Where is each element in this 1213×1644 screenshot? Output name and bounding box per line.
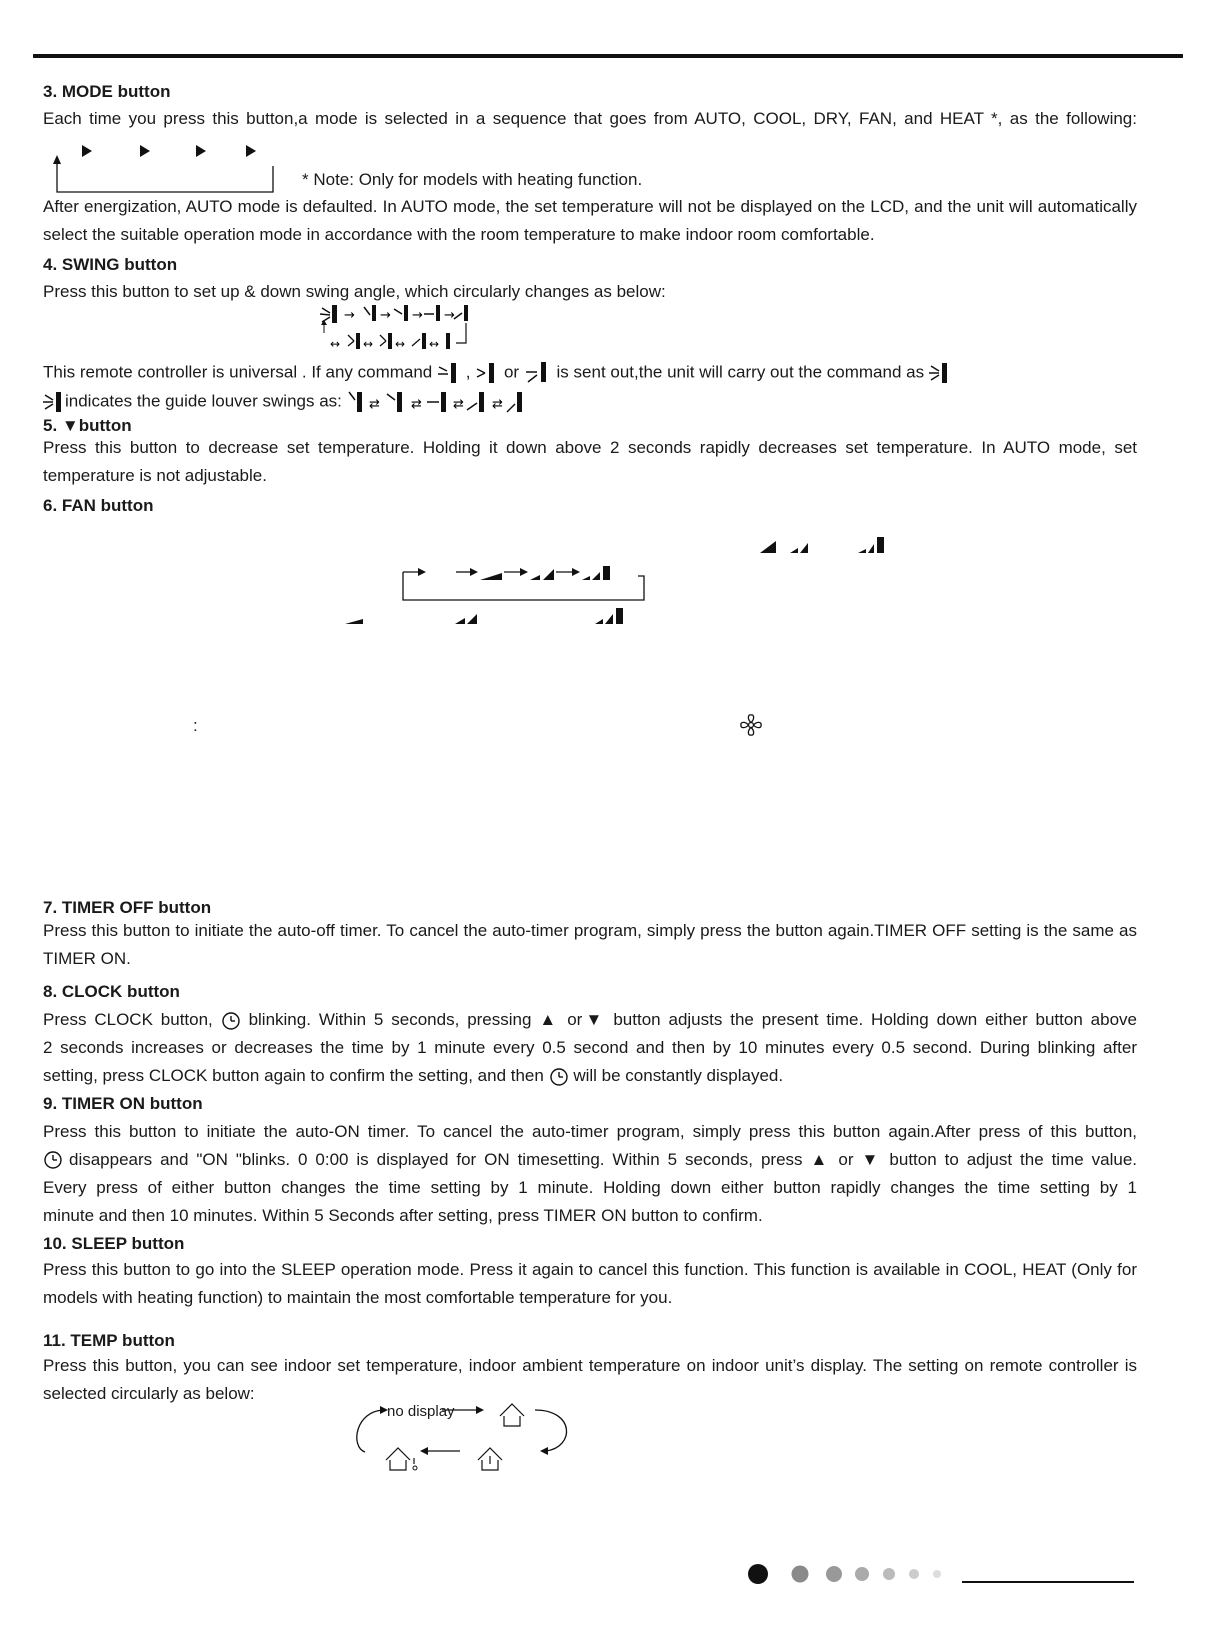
header-rule	[33, 54, 1183, 58]
fan-speed-bars-icon	[760, 535, 890, 555]
temp-cycle-diagram	[350, 1402, 580, 1472]
temp-heading: 11. TEMP button	[43, 1331, 175, 1350]
svg-text:→: →	[412, 308, 423, 323]
swing-intro: Press this button to set up & down swing angle, which circularly changes as below:	[43, 282, 666, 301]
svg-text:→: →	[380, 308, 391, 323]
sleep-body: Press this button to go into the SLEEP operation mode. Press it again to cancel this function. This function is available in COOL, HEAT (Only for models with heating function) to maintain the most comfortable temperature for you.	[43, 1260, 1137, 1307]
timer-off-body: Press this button to initiate the auto-off timer. To cancel the auto-timer program, simply press the button again.TIMER OFF setting is the same as TIMER ON.	[43, 921, 1137, 968]
clock-line-1	[43, 1010, 1137, 1031]
swing-command-icon	[524, 362, 552, 384]
svg-text:⇄: ⇄	[491, 397, 503, 412]
timer-on-line-2	[43, 1150, 1137, 1170]
mode-intro: Each time you press this button,a mode is selected in a sequence that goes from AUTO, COOL, DRY, FAN, and HEAT *, as the following:	[43, 109, 1137, 128]
down-heading: 5. ▼button	[43, 416, 132, 435]
swing-indicates-text: indicates the guide louver swings as:	[65, 391, 342, 411]
swing-command-icon	[437, 363, 461, 383]
timer-off-heading: 7. TIMER OFF button	[43, 898, 212, 917]
svg-text:→: →	[444, 308, 455, 323]
clock-line-3	[43, 1066, 783, 1087]
svg-text:→: →	[344, 308, 355, 323]
fan-icon	[739, 713, 763, 737]
sleep-heading: 10. SLEEP button	[43, 1234, 185, 1253]
swing-louver-sequence	[347, 390, 547, 414]
swing-louver-icon	[929, 363, 951, 383]
timer-on-heading: 9. TIMER ON button	[43, 1094, 203, 1113]
sequence-arrow-icon	[196, 145, 206, 157]
svg-text:⇄: ⇄	[410, 397, 422, 412]
svg-text:↔: ↔	[330, 337, 341, 351]
clock-icon	[549, 1067, 569, 1087]
mode-heading: 3. MODE button	[43, 82, 171, 101]
clock-line-3b: will be constantly displayed.	[573, 1066, 784, 1085]
svg-text:⇄: ⇄	[368, 397, 380, 412]
sequence-arrow-icon	[140, 145, 150, 157]
swing-universal-line	[43, 362, 951, 384]
timer-on-line-2-text: disappears and "ON "blinks. 0 0:00 is displayed for ON timesetting. Within 5 seconds, press ▲ or ▼ button to adjust the time value.	[69, 1150, 1137, 1169]
clock-line-1a: Press CLOCK button,	[43, 1010, 213, 1029]
down-body: Press this button to decrease set temperature. Holding it down above 2 seconds rapidly decreases set temperature. In AUTO mode, set temperature is not adjustable.	[43, 438, 1137, 485]
house-icon	[500, 1404, 524, 1426]
svg-text:↔: ↔	[429, 337, 440, 351]
house-icon	[478, 1448, 502, 1470]
sequence-arrow-icon	[246, 145, 256, 157]
swing-louver-icon	[320, 305, 337, 323]
sequence-arrow-icon	[82, 145, 92, 157]
swing-cycle-diagram	[320, 305, 480, 360]
fan-speed-levels-icon	[345, 604, 645, 626]
house-icon	[386, 1448, 417, 1470]
footer-rule	[962, 1581, 1134, 1583]
temp-no-display-label: no display	[387, 1403, 455, 1420]
svg-text:⇄: ⇄	[452, 397, 464, 412]
svg-text:↔: ↔	[363, 337, 374, 351]
page-progress-dots	[748, 1562, 948, 1588]
timer-on-line-3: Every press of either button changes the time setting by 1 minute. Holding down either button rapidly changes the time setting by 1	[43, 1178, 1137, 1197]
fan-colon: :	[193, 716, 198, 735]
clock-line-1b: blinking. Within 5 seconds, pressing ▲ or▼ button adjusts the present time. Holding down either button above	[248, 1010, 1137, 1029]
mode-note: * Note: Only for models with heating function.	[302, 170, 643, 189]
mode-sequence-diagram	[48, 140, 278, 195]
swing-heading: 4. SWING button	[43, 255, 178, 274]
clock-line-3a: setting, press CLOCK button again to confirm the setting, and then	[43, 1066, 544, 1085]
swing-command-icon	[475, 363, 499, 383]
temp-body: Press this button, you can see indoor set temperature, indoor ambient temperature on indoor unit’s display. The setting on remote controller is selected circularly as below:	[43, 1356, 1137, 1403]
clock-heading: 8. CLOCK button	[43, 982, 180, 1001]
swing-universal-text-a: This remote controller is universal . If any command	[43, 362, 433, 382]
fan-speed-cycle-diagram	[400, 562, 650, 607]
swing-universal-or: or	[503, 362, 520, 382]
swing-universal-sep: ,	[465, 362, 471, 382]
clock-icon	[43, 1150, 63, 1170]
swing-universal-text-b: is sent out,the unit will carry out the command as	[556, 362, 925, 382]
swing-louver-icon	[43, 392, 65, 412]
timer-on-line-1: Press this button to initiate the auto-ON timer. To cancel the auto-timer program, simply press this button again.After press of this button,	[43, 1122, 1137, 1141]
svg-text:↔: ↔	[395, 337, 406, 351]
timer-on-line-4: minute and then 10 minutes. Within 5 Seconds after setting, press TIMER ON button to confirm.	[43, 1206, 763, 1225]
clock-icon	[221, 1011, 241, 1031]
fan-heading: 6. FAN button	[43, 496, 154, 515]
clock-line-2: 2 seconds increases or decreases the time by 1 minute every 0.5 second and then by 10 minutes every 0.5 second. During blinking after	[43, 1038, 1137, 1057]
swing-indicates-line	[43, 390, 547, 414]
mode-body: After energization, AUTO mode is defaulted. In AUTO mode, the set temperature will not be displayed on the LCD, and the unit will automatically select the suitable operation mode in accordance with the room temperature to make indoor room comfortable.	[43, 197, 1137, 244]
